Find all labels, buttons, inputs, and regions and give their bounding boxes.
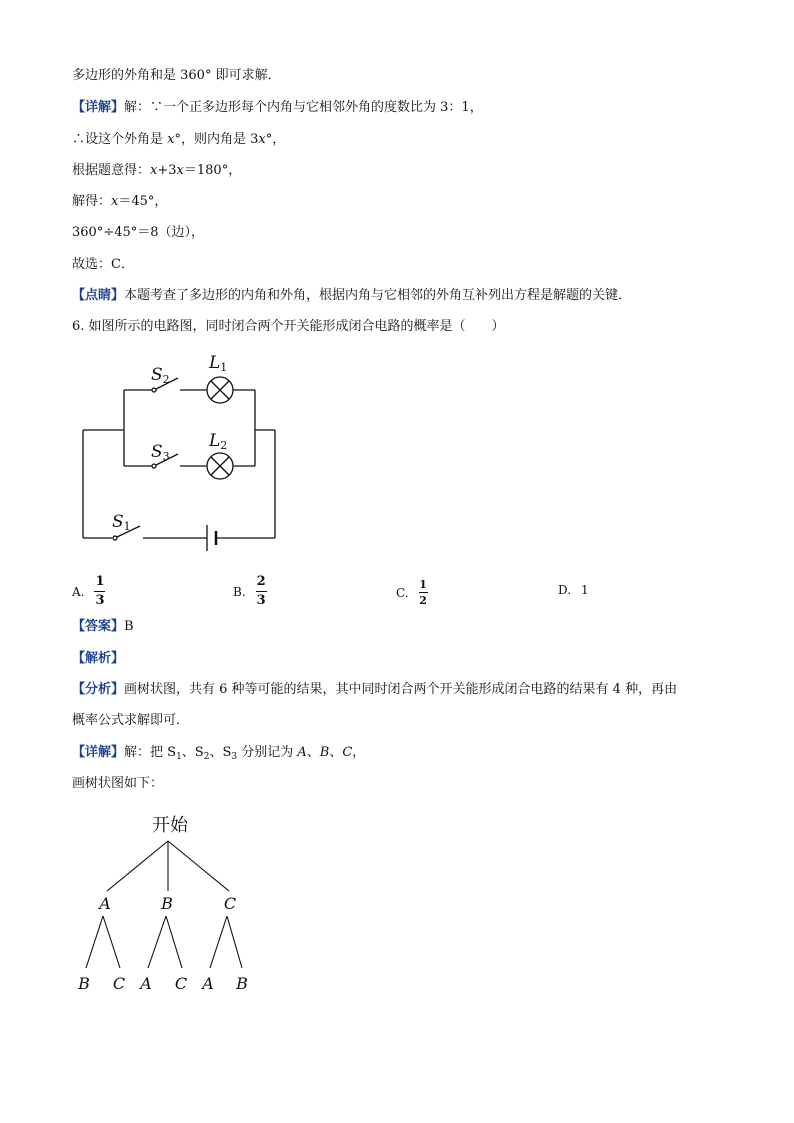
t3b: °，则内角是 3 — [174, 132, 259, 147]
label-l1: L1 — [209, 353, 228, 374]
tree-edge — [168, 841, 229, 891]
tree-edge — [227, 916, 242, 968]
tree-node-l2: C — [112, 974, 126, 993]
option-a-label: A. — [72, 584, 85, 599]
tree-diagram — [0, 805, 320, 1005]
tree-node-l1: C — [223, 894, 237, 913]
text-line-6: 360°÷45°＝8（边）， — [72, 225, 205, 240]
detail-line — [72, 744, 365, 766]
sub-3: 3 — [231, 752, 238, 762]
switch-s1-contact — [113, 536, 117, 540]
option-d-label: D. — [558, 583, 572, 597]
question-6: 6. 如图所示的电路图，同时闭合两个开关能形成闭合电路的概率是（ ） — [72, 319, 505, 334]
option-b[interactable] — [233, 574, 267, 609]
denominator: 2 — [419, 594, 427, 607]
option-d[interactable] — [558, 583, 589, 597]
tree-node-l2: A — [140, 974, 152, 993]
text-line-7: 故选：C． — [72, 257, 134, 272]
var-x: x — [167, 132, 175, 147]
option-c-fraction — [419, 578, 428, 607]
var-a: A — [297, 745, 307, 760]
t5b: ＝45°， — [118, 194, 168, 209]
d-a: 解：把 S — [124, 745, 177, 760]
var-c: C — [342, 745, 353, 760]
d-c: 、S — [209, 745, 232, 760]
t4a: 根据题意得： — [72, 163, 151, 178]
option-c-label: C. — [396, 585, 409, 600]
tree-edge — [148, 916, 166, 968]
denominator: 3 — [256, 593, 266, 608]
d-b: 、S — [181, 745, 204, 760]
detail-text: 解：∵一个正多边形每个内角与它相邻外角的度数比为 3：1， — [124, 100, 483, 115]
analysis-heading — [72, 650, 124, 668]
fenxi-line-2: 概率公式求解即可． — [72, 713, 190, 728]
t3c: °， — [265, 132, 286, 147]
var-x: x — [111, 194, 119, 209]
text-line-3 — [72, 131, 285, 149]
tree-node-l1: A — [99, 894, 111, 913]
t3a: ∴设这个外角是 — [72, 132, 168, 147]
option-b-label: B. — [233, 584, 246, 599]
sep: 、 — [306, 745, 320, 760]
var-b: B — [319, 745, 330, 760]
dianjing-text: 本题考查了多边形的内角和外角，根据内角与它相邻的外角互补列出方程是解题的关键． — [124, 288, 632, 303]
dianjing-tag: 【点睛】 — [72, 288, 125, 303]
analysis-tag: 【解析】 — [72, 651, 125, 666]
option-b-fraction — [256, 574, 267, 609]
tree-node-l2: B — [236, 974, 248, 993]
tree-node-l2: A — [202, 974, 214, 993]
sep: 、 — [329, 745, 343, 760]
text-line-4 — [72, 162, 241, 180]
var-x: x — [150, 163, 158, 178]
text-line-1: 多边形的外角和是 360° 即可求解． — [72, 68, 281, 83]
switch-s3-contact — [152, 464, 156, 468]
text-line-5 — [72, 193, 167, 211]
detail-tag: 【详解】 — [72, 100, 125, 115]
fenxi-line-1 — [72, 681, 677, 699]
d-e: ， — [352, 745, 366, 760]
label-l2: L2 — [209, 431, 228, 452]
label-s3: S3 — [151, 442, 170, 463]
numerator: 1 — [419, 578, 427, 591]
answer-tag: 【答案】 — [72, 619, 125, 634]
detail-tag-2: 【详解】 — [72, 745, 125, 760]
option-a-fraction — [94, 574, 105, 609]
tree-node-l2: C — [174, 974, 188, 993]
fenxi-text: 画树状图，共有 6 种等可能的结果，其中同时闭合两个开关能形成闭合电路的结果有 4 种，再由 — [124, 682, 678, 697]
switch-s2-contact — [152, 388, 156, 392]
text-line-8 — [72, 287, 631, 305]
tree-node-l2: B — [78, 974, 90, 993]
option-c[interactable] — [396, 578, 428, 607]
sub-1: 1 — [176, 752, 182, 762]
tree-edge — [107, 841, 168, 891]
tree-intro: 画树状图如下： — [72, 776, 164, 791]
answer-line — [72, 618, 134, 636]
t4c: ＝180°， — [183, 163, 242, 178]
answer-value: B — [124, 619, 134, 634]
text-line-2 — [72, 99, 483, 117]
t5a: 解得： — [72, 194, 112, 209]
sub-2: 2 — [203, 752, 210, 762]
tree-node-l1: B — [161, 894, 173, 913]
numerator: 1 — [95, 574, 105, 589]
numerator: 2 — [256, 574, 266, 589]
label-s1: S1 — [112, 512, 131, 533]
circuit-diagram — [0, 340, 320, 570]
denominator: 3 — [95, 593, 105, 608]
option-d-value: 1 — [581, 583, 589, 597]
t4b: +3 — [157, 163, 177, 178]
d-d: 分别记为 — [237, 745, 298, 760]
tree-edge — [166, 916, 182, 968]
var-x: x — [258, 132, 266, 147]
fenxi-tag: 【分析】 — [72, 682, 125, 697]
var-x: x — [176, 163, 184, 178]
label-s2: S2 — [151, 365, 170, 386]
option-a[interactable] — [72, 574, 105, 609]
tree-edge — [210, 916, 227, 968]
tree-edge — [103, 916, 120, 968]
tree-edge — [86, 916, 103, 968]
tree-root: 开始 — [152, 815, 188, 836]
